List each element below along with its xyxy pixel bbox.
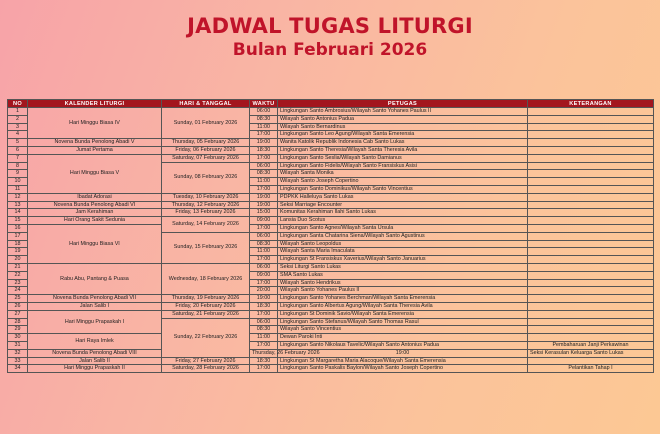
officiant-cell: Komunitas Kerahiman Ilahi Santo Lukas	[278, 209, 528, 217]
liturgical-calendar-cell: Jalan Salib II	[28, 357, 162, 365]
liturgical-calendar-cell: Hari Minggu Biasa IV	[28, 108, 162, 139]
row-number: 9	[8, 170, 28, 178]
row-number: 8	[8, 162, 28, 170]
row-number: 27	[8, 310, 28, 318]
officiant-cell: Wilayah Santo Antonius Padua	[278, 115, 528, 123]
header-petugas: PETUGAS	[278, 100, 528, 108]
row-number: 21	[8, 263, 28, 271]
liturgical-calendar-cell: Hari Minggu Prapaskah II	[28, 365, 162, 373]
header-keterangan: KETERANGAN	[528, 100, 654, 108]
note-cell	[528, 162, 654, 170]
officiant-cell: Dewan Paroki Inti	[278, 334, 528, 342]
table-row	[8, 201, 654, 209]
liturgical-calendar-cell: Novena Bunda Penolong Abadi VI	[28, 201, 162, 209]
table-row	[8, 310, 654, 318]
officiant-cell: Lingkungan St Margaretha Maria Alacoque/Wilayah Santa Emerensia	[278, 357, 528, 365]
row-number: 16	[8, 224, 28, 232]
officiant-cell: Lingkungan Santo Stefanus/Wilayah Santo Thomas Rasul	[278, 318, 528, 326]
row-number: 1	[8, 108, 28, 116]
note-cell	[528, 108, 654, 116]
officiant-cell: Wilayah Santo Leopoldus	[278, 240, 528, 248]
note-cell	[528, 240, 654, 248]
time-cell: 11:00	[250, 178, 278, 186]
date-cell: Saturday, 07 February 2026	[162, 154, 250, 162]
date-cell: Sunday, 08 February 2026	[162, 162, 250, 193]
officiant-cell: Lingkungan Santo Nikolaus Tavelic/Wilayah Santo Antonius Padua	[278, 341, 528, 349]
date-cell: Saturday, 21 February 2026	[162, 310, 250, 318]
officiant-cell: Seksi Liturgi Santo Lukas	[278, 263, 528, 271]
time-cell: 19:00	[250, 295, 278, 303]
date-cell: Wednesday, 18 February 2026	[162, 263, 250, 294]
row-number: 24	[8, 287, 28, 295]
page-title: JADWAL TUGAS LITURGI	[187, 14, 473, 38]
note-cell	[528, 146, 654, 154]
time-cell: 19:00	[250, 201, 278, 209]
time-cell: 08:30	[250, 326, 278, 334]
note-cell	[528, 302, 654, 310]
row-number: 6	[8, 146, 28, 154]
liturgical-calendar-cell: Novena Bunda Penolong Abadi VII	[28, 295, 162, 303]
row-number: 22	[8, 271, 28, 279]
liturgical-calendar-cell: Jalan Salib I	[28, 302, 162, 310]
row-number: 12	[8, 193, 28, 201]
date-cell: Thursday, 05 February 2026	[162, 139, 250, 147]
date-cell: Saturday, 14 February 2026	[162, 217, 250, 233]
note-cell	[528, 287, 654, 295]
time-cell: 19:00	[278, 349, 528, 357]
date-cell: Friday, 13 February 2026	[162, 209, 250, 217]
officiant-cell: Wilayah Santo Joseph Copertino	[278, 178, 528, 186]
row-number: 17	[8, 232, 28, 240]
time-cell: 11:00	[250, 248, 278, 256]
table-row	[8, 357, 654, 365]
officiant-cell: Seksi Kerasulan Keluarga Santo Lukas	[528, 349, 654, 357]
date-cell: Thursday, 26 February 2026	[250, 349, 278, 357]
table-row	[8, 209, 654, 217]
schedule-table	[7, 99, 654, 373]
officiant-cell: Lingkungan Santa Chatarina Siena/Wilayah Santo Agustinus	[278, 232, 528, 240]
row-number: 10	[8, 178, 28, 186]
officiant-cell: Lingkungan Santo Yohanes Berchman/Wilayah Santa Emerensia	[278, 295, 528, 303]
officiant-cell: Seksi Marriage Encounter	[278, 201, 528, 209]
row-number: 25	[8, 295, 28, 303]
date-cell: Sunday, 15 February 2026	[162, 232, 250, 263]
note-cell	[528, 271, 654, 279]
note-cell	[528, 357, 654, 365]
row-number: 30	[8, 334, 28, 342]
note-cell: Pelantikan Tahap I	[528, 365, 654, 373]
time-cell: 08:30	[250, 240, 278, 248]
officiant-cell: Lingkungan Santo Ambrosius/Wilayah Santo Yohanes Paulus II	[278, 108, 528, 116]
officiant-cell: Wilayah Santo Hendrikus	[278, 279, 528, 287]
date-cell: Sunday, 01 February 2026	[162, 108, 250, 139]
note-cell	[528, 326, 654, 334]
officiant-cell: Wilayah Santo Vincentius	[278, 326, 528, 334]
time-cell: 06:00	[250, 318, 278, 326]
time-cell: 17:00	[250, 131, 278, 139]
note-cell	[528, 139, 654, 147]
time-cell: 08:30	[250, 170, 278, 178]
time-cell: 15:00	[250, 209, 278, 217]
row-number: 3	[8, 123, 28, 131]
note-cell	[528, 256, 654, 264]
note-cell	[528, 170, 654, 178]
officiant-cell: Wilayah Santo Yohanes Paulus II	[278, 287, 528, 295]
table-row	[8, 263, 654, 271]
row-number: 32	[8, 349, 28, 357]
date-cell: Tuesday, 10 February 2026	[162, 193, 250, 201]
time-cell: 17:00	[250, 341, 278, 349]
officiant-cell: Wanita Katolik Republik Indonesia Cab Santo Lukas	[278, 139, 528, 147]
time-cell: 18:30	[250, 302, 278, 310]
row-number: 7	[8, 154, 28, 162]
note-cell	[528, 201, 654, 209]
note-cell	[528, 115, 654, 123]
date-cell: Saturday, 28 February 2026	[162, 365, 250, 373]
time-cell: 17:00	[250, 185, 278, 193]
officiant-cell: Lingkungan Santo Agnes/Wilayah Santa Ursula	[278, 224, 528, 232]
row-number: 2	[8, 115, 28, 123]
note-cell	[528, 193, 654, 201]
note-cell	[528, 248, 654, 256]
note-cell	[528, 209, 654, 217]
row-number: 33	[8, 357, 28, 365]
row-number: 31	[8, 341, 28, 349]
time-cell: 06:00	[250, 263, 278, 271]
note-cell	[528, 318, 654, 326]
officiant-cell: Lingkungan Santo Albertus Agung/Wilayah Santa Theresia Avila	[278, 302, 528, 310]
time-cell: 11:00	[250, 334, 278, 342]
liturgical-calendar-cell: Hari Minggu Biasa VI	[28, 224, 162, 263]
note-cell	[528, 263, 654, 271]
row-number: 14	[8, 209, 28, 217]
header-no: NO	[8, 100, 28, 108]
table-row	[8, 154, 654, 162]
time-cell: 17:00	[250, 279, 278, 287]
time-cell: 17:00	[250, 365, 278, 373]
liturgical-calendar-cell: Hari Orang Sakit Sedunia	[28, 217, 162, 225]
time-cell: 06:00	[250, 108, 278, 116]
row-number: 15	[8, 217, 28, 225]
table-row	[8, 193, 654, 201]
note-cell	[528, 232, 654, 240]
table-row	[8, 295, 654, 303]
officiant-cell: Lingkungan Santo Paskalis Baylon/Wilayah Santo Joseph Copertino	[278, 365, 528, 373]
row-number: 28	[8, 318, 28, 326]
officiant-cell: Lingkungan Santo Dominikus/Wilayah Santo Vincentius	[278, 185, 528, 193]
liturgical-calendar-cell: Jam Kerahiman	[28, 209, 162, 217]
officiant-cell: Lingkungan Santo Fidelis/Wilayah Santo Fransiskus Asisi	[278, 162, 528, 170]
time-cell: 09:00	[250, 271, 278, 279]
table-row	[8, 217, 654, 225]
row-number: 11	[8, 185, 28, 193]
note-cell	[528, 131, 654, 139]
officiant-cell: Lingkungan St Fransiskus Xaverius/Wilayah Santo Januarius	[278, 256, 528, 264]
time-cell: 19:00	[250, 139, 278, 147]
note-cell	[528, 279, 654, 287]
officiant-cell: Lansia Duo Scotus	[278, 217, 528, 225]
table-row	[8, 146, 654, 154]
schedule-body	[8, 108, 654, 373]
officiant-cell: PDPKK Halleluya Santo Lukas	[278, 193, 528, 201]
date-cell: Friday, 27 February 2026	[162, 357, 250, 365]
time-cell: 17:00	[250, 154, 278, 162]
liturgical-calendar-cell: Hari Minggu Prapaskah I	[28, 310, 162, 333]
note-cell	[528, 217, 654, 225]
time-cell: 09:00	[250, 217, 278, 225]
time-cell: 11:00	[250, 123, 278, 131]
officiant-cell: Wilayah Santo Bernardinus	[278, 123, 528, 131]
liturgical-calendar-cell: Rabu Abu, Pantang & Puasa	[28, 263, 162, 294]
note-cell	[528, 185, 654, 193]
row-number: 34	[8, 365, 28, 373]
officiant-cell: Lingkungan Santo Seslia/Wilayah Santo Damianus	[278, 154, 528, 162]
time-cell: 06:00	[250, 162, 278, 170]
row-number: 13	[8, 201, 28, 209]
table-row	[8, 108, 654, 116]
liturgical-calendar-cell: Ibadat Adorasi	[28, 193, 162, 201]
row-number: 29	[8, 326, 28, 334]
table-row	[8, 224, 654, 232]
note-cell	[528, 295, 654, 303]
liturgical-calendar-cell: Hari Minggu Biasa V	[28, 154, 162, 193]
row-number: 26	[8, 302, 28, 310]
row-number: 23	[8, 279, 28, 287]
row-number: 20	[8, 256, 28, 264]
header-waktu: WAKTU	[250, 100, 278, 108]
time-cell: 06:00	[250, 232, 278, 240]
date-cell: Friday, 06 February 2026	[162, 146, 250, 154]
time-cell: 18:30	[250, 146, 278, 154]
time-cell: 17:00	[250, 310, 278, 318]
header-tanggal: HARI & TANGGAL	[162, 100, 250, 108]
liturgical-calendar-cell: Novena Bunda Penolong Abadi VIII	[28, 349, 162, 357]
officiant-cell: Lingkungan St Dominik Savio/Wilayah Santa Emerensia	[278, 310, 528, 318]
table-header-row	[8, 100, 654, 108]
date-cell: Sunday, 22 February 2026	[162, 318, 250, 357]
note-cell	[528, 154, 654, 162]
note-cell: Pembaharuan Janji Perkawinan	[528, 341, 654, 349]
page-subtitle: Bulan Februari 2026	[232, 40, 428, 60]
note-cell	[528, 334, 654, 342]
officiant-cell: Lingkungan Santo Theresia/Wilayah Santa Theresia Avila	[278, 146, 528, 154]
header-kalender: KALENDER LITURGI	[28, 100, 162, 108]
officiant-cell: Wilayah Santa Monika	[278, 170, 528, 178]
row-number: 18	[8, 240, 28, 248]
liturgical-calendar-cell: Hari Raya Imlek	[28, 334, 162, 350]
time-cell: 18:30	[250, 357, 278, 365]
row-number: 19	[8, 248, 28, 256]
liturgical-calendar-cell: Jumat Pertama	[28, 146, 162, 154]
date-cell: Friday, 20 February 2026	[162, 302, 250, 310]
liturgical-calendar-cell: Novena Bunda Penolong Abadi V	[28, 139, 162, 147]
table-row	[8, 139, 654, 147]
row-number: 4	[8, 131, 28, 139]
note-cell	[528, 123, 654, 131]
officiant-cell: SMA Santo Lukas	[278, 271, 528, 279]
note-cell	[528, 178, 654, 186]
officiant-cell: Lingkungan Santo Leo Agung/Wilayah Santa Emerensia	[278, 131, 528, 139]
note-cell	[528, 310, 654, 318]
row-number: 5	[8, 139, 28, 147]
date-cell: Thursday, 12 February 2026	[162, 201, 250, 209]
table-row	[8, 365, 654, 373]
table-row	[8, 302, 654, 310]
time-cell: 20:00	[250, 287, 278, 295]
table-row	[8, 349, 654, 357]
table-row	[8, 334, 654, 342]
note-cell	[528, 224, 654, 232]
time-cell: 17:00	[250, 256, 278, 264]
time-cell: 17:00	[250, 224, 278, 232]
time-cell: 08:30	[250, 115, 278, 123]
date-cell: Thursday, 19 February 2026	[162, 295, 250, 303]
officiant-cell: Wilayah Santa Maria Imaculata	[278, 248, 528, 256]
time-cell: 19:00	[250, 193, 278, 201]
